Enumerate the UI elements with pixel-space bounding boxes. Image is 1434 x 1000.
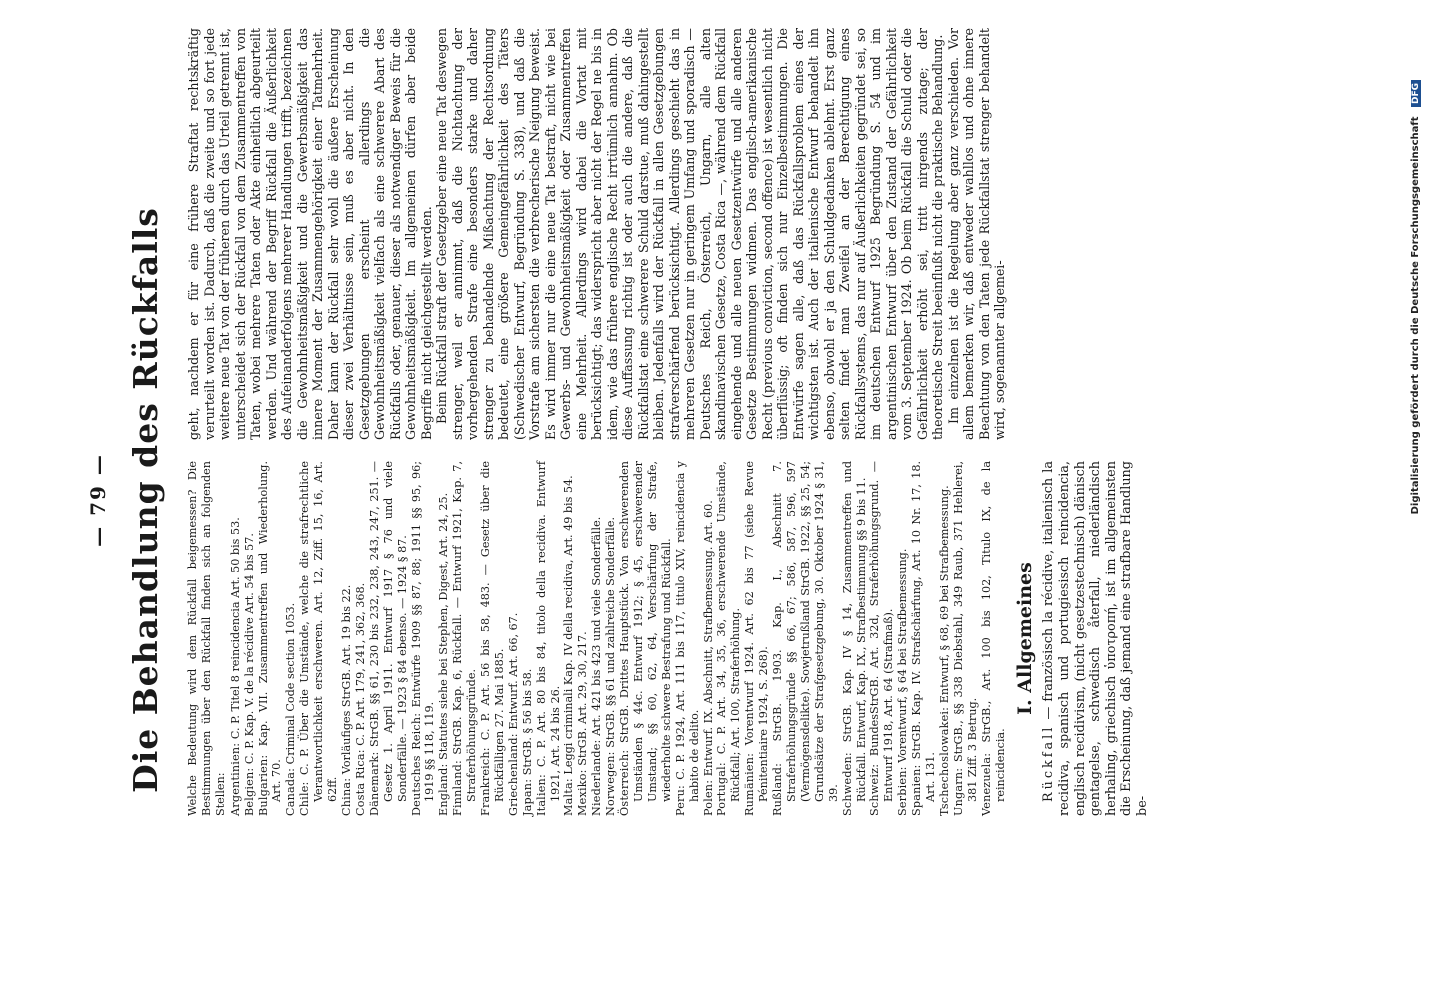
- country-name: Costa Rica:: [353, 749, 367, 816]
- country-entry: [938, 461, 952, 816]
- country-name: China:: [339, 777, 353, 816]
- country-reference: C. P. Über die Umstände, welche die strafrechtliche Verantwortlichkeit erschweren. Art. 12, Ziff. 15, 16, Art. 62ff.: [298, 461, 340, 802]
- section-keyword: Rückfall: [1041, 724, 1057, 802]
- country-name: Dänemark:: [367, 751, 381, 816]
- country-name: Schweiz:: [868, 763, 882, 816]
- country-reference: Entwürfe 1909 §§ 87, 88; 1911 §§ 95, 96; 1919 §§ 118, 119.: [409, 460, 437, 802]
- country-name: Japan:: [520, 778, 534, 816]
- country-name: Niederlande:: [590, 739, 604, 816]
- country-name: Chile:: [298, 781, 312, 816]
- country-name: Portugal:: [715, 762, 729, 816]
- country-reference: C. P. Art. 34, 35, 36, erschwerende Umstände, Rückfall; Art. 100, Straferhöhung.: [715, 461, 743, 802]
- country-entry: [590, 461, 604, 816]
- country-entry: [604, 461, 618, 816]
- country-entry: [479, 461, 507, 816]
- country-name: Spanien:: [910, 764, 924, 816]
- country-entry: [521, 461, 535, 816]
- dfg-logo: DFG: [1411, 80, 1421, 107]
- country-entry: [243, 461, 257, 816]
- country-name: Serbien:: [896, 766, 910, 816]
- country-entry: [715, 461, 743, 816]
- country-name: Venezuela:: [979, 752, 993, 816]
- country-name: Schweden:: [840, 752, 854, 816]
- country-name: Norwegen:: [604, 751, 618, 816]
- country-entry: [437, 461, 451, 816]
- country-reference: StrGB. Kap. IV § 14, Zusammentreffen und Rückfall. Entwurf, Kap. IX., Strafbestimmung §§ 9 bis 11.: [840, 461, 868, 802]
- country-name: Belgien:: [242, 767, 256, 816]
- country-entry: [952, 461, 980, 816]
- country-name: Italien:: [534, 774, 548, 816]
- dfg-sidebar: [1410, 80, 1421, 920]
- country-name: Canada:: [284, 767, 298, 816]
- country-name: Deutsches Reich:: [409, 712, 423, 816]
- country-entry: [674, 461, 702, 816]
- country-entry: [298, 461, 340, 816]
- country-entry: [354, 461, 368, 816]
- country-entry: [229, 461, 243, 816]
- country-entry: [257, 461, 285, 816]
- right-paragraph-1: geht, nachdem er für eine frühere Straftat rechtskräftig verurteilt worden ist. Dadurch, daß die zweite und so fort jede weitere neue Tat von der früheren durch das Urteil getrennt ist, unterscheidet sich der Rückfall von dem Zusammentreffen von Taten, wobei mehrere Taten oder Akte einheitlich abgeurteilt werden. Und während der Begriff Rückfall die Äußerlichkeit des Aufeinanderfolgens mehrerer Handlungen trifft, bezeichnen die Gewohnheitsmäßigkeit und die Gewerbsmäßigkeit das innere Moment der Zusammengehörigkeit einer Tatmehrheit. Daher kann der Rückfall sehr wohl die äußere Erscheinung dieser zwei Verhältnisse sein, muß es aber nicht. In den Gesetzgebungen erscheint allerdings die Gewohnheitsmäßigkeit vielfach als eine schwerere Abart des Rückfalls oder, genauer, dieser als notwendiger Beweis für die Gewohnheitsmäßigkeit. Im allgemeinen dürfen aber beide Begriffe nicht gleichgestellt werden.: [186, 28, 434, 440]
- country-entry: [562, 461, 576, 816]
- country-entry: [618, 461, 674, 816]
- country-entry-list: [229, 461, 1008, 816]
- dfg-note: Digitalisierung gefördert durch die Deutsche Forschungsgemeinschaft: [1410, 116, 1421, 515]
- country-entry: [340, 461, 354, 816]
- country-reference: C. P. Art. 179, 241, 362, 368.: [353, 582, 367, 746]
- country-name: England:: [437, 763, 451, 816]
- country-reference: Criminal Code section 1053.: [284, 602, 298, 765]
- country-reference: StrGB. §§ 61, 230 bis 232, 238, 243, 247, 251. — Gesetz 1. April 1911. Entwurf 1917 § 76 und viele Sonderfälle. — 1923 § 84 ebenso. — 1924 § 87.: [367, 461, 409, 802]
- country-reference: StrGB. § 56 bis 58.: [520, 668, 534, 776]
- country-reference: Vorentwurf 1924. Art. 62 bis 77 (siehe Revue Pénitentiaire 1924, S. 268).: [743, 460, 771, 802]
- country-reference: StrGB. Kap. 6, Rückfall. — Entwurf 1921, Kap. 7, Straferhöhungsgründe.: [451, 461, 479, 802]
- country-reference: C. P. 1924, Art. 111 bis 117, titulo XIV, reincidencia y habito de delito.: [673, 461, 701, 802]
- country-reference: StrGB. Kap. IV. Strafschärfung, Art. 10 Nr. 17, 18. Art. 131.: [910, 460, 938, 802]
- country-name: Mexiko:: [576, 769, 590, 816]
- country-reference: C. P. Art. 80 bis 84, titolo della recidiva. Entwurf 1921, Art. 24 bis 26.: [534, 461, 562, 802]
- section-text: [1041, 461, 1150, 816]
- country-entry: [507, 461, 521, 816]
- section-text-body: — französisch la récidive, italienisch la recidiva, spanisch und portugiesisch reincidencia, englisch recidivism, (nicht gesetzestechnisch) dänisch gentagelse, schwedisch återfall, niederländisch herhaling, griechisch ὑποτροπή, ist im allgemeinsten die Erscheinung, daß jemand eine strafbare Handlung be-: [1041, 461, 1150, 816]
- page-number: — 79 —: [86, 453, 110, 547]
- country-entry: [743, 461, 771, 816]
- right-paragraph-2: Beim Rückfall straft der Gesetzgeber eine neue Tat deswegen strenger, weil er annimmt, daß die Nichtachtung der vorhergehenden Strafe eine besonders starke und daher strenger zu behandelnde Mißachtung der Rechtsordnung bedeutet, eine größere Gemeingefährlichkeit des Täters (Schwedischer Entwurf, Begründung S. 338), und daß die Vorstrafe am sichersten die verbrecherische Neigung beweist. Es wird immer nur die eine neue Tat bestraft, nicht wie bei Gewerbs- und Gewohnheitsmäßigkeit oder Zusammentreffen eine Mehrheit. Allerdings wird dabei die Vortat mit berücksichtigt; das widerspricht aber nicht der Regel ne bis in idem, wie das frühere englische Recht irrtümlich annahm. Ob diese Auffassung richtig ist oder auch die andere, daß die Rückfallstat eine schwerere Schuld darstue, muß dahingestellt bleiben. Jedenfalls wird der Rückfall in allen Gesetzgebungen strafverschärfend berücksichtigt. Allerdings geschieht das in mehreren Gesetzen nur in geringem Umfang und sporadisch — Deutsches Reich, Österreich, Ungarn, alle alten skandinavischen Gesetze, Costa Rica —, während dem Rückfall eingehende und alle neuen Gesetzentwürfe und alle anderen Gesetze Bestimmungen widmen. Das englisch-amerikanische Recht (previous conviction, second offence) ist wesentlich nicht überflüssig; oft finden sich nur Einzelbestimmungen. Die Entwürfe sagen alle, daß das Rückfallsproblem eines der wichtigsten ist. Auch der italienische Entwurf behandelt ihn ebenso, obwohl er ja den Schuldgedanken ablehnt. Erst ganz selten findet man Zweifel an der Berechtigung eines Rückfallsystems, das nur auf Äußerlichkeiten gegründet sei, so im deutschen Entwurf 1925 Begründung S. 54 und im argentinischen Entwurf über den Zustand der Gefährlichkeit vom 3. September 1924. Ob beim Rückfall die Schuld oder die Gefährlichkeit erhöht sei, tritt nirgends zutage; der theoretische Streit beeinflußt nicht die praktische Behandlung.: [434, 28, 945, 440]
- country-name: Tschechoslowakei:: [937, 706, 951, 816]
- page-title: Die Behandlung des Rückfalls: [126, 207, 165, 793]
- country-entry: [910, 461, 938, 816]
- country-entry: [368, 461, 410, 816]
- country-entry: [980, 461, 1008, 816]
- country-entry: [702, 461, 716, 816]
- country-reference: BundesStrGB. Art. 32d, Straferhöhungsgrund. — Entwurf 1918, Art. 64 (Strafmaß).: [868, 461, 896, 802]
- country-name: Rumänien:: [743, 752, 757, 816]
- country-reference: C. P. Titel 8 reincidencia Art. 50 bis 53.: [228, 517, 242, 740]
- country-name: Ungarn:: [951, 767, 965, 816]
- country-name: Malta:: [562, 778, 576, 816]
- country-reference: Vorentwurf, § 64 bei Strafbemessung.: [896, 548, 910, 763]
- country-reference: StrGB. 1903. Kap. I., Abschnitt 7. Straferhöhungsgründe §§ 66, 67; 586, 587, 596, 597 (Vermögensdelikte). Sowjetrußland StrGB. 1922, §§ 25, 54; Grundsätze der Strafgesetzgebung, 30. Oktober 1924 § 31, 39.: [771, 461, 840, 802]
- country-reference: C. P. Art. 56 bis 58, 483. — Gesetz über die Rückfälligen 27. Mai 1885.: [479, 461, 506, 802]
- left-column: [186, 461, 1151, 816]
- country-name: Polen:: [701, 779, 715, 816]
- country-entry: [535, 461, 563, 816]
- country-name: Peru:: [673, 785, 687, 816]
- country-name: Argentinien:: [228, 742, 242, 816]
- country-reference: Entwurf, § 68, 69 bei Strafbemessung.: [937, 485, 951, 704]
- country-reference: Entwurf. Art. 66, 67.: [506, 612, 520, 730]
- country-entry: [771, 461, 841, 816]
- country-name: Frankreich:: [479, 747, 493, 816]
- country-entry: [451, 461, 479, 816]
- country-entry: [896, 461, 910, 816]
- country-reference: Art. 421 bis 423 und viele Sonderfälle.: [590, 516, 604, 736]
- country-reference: StrGB. Drittes Hauptstück. Von erschwerenden Umständen § 44c. Entwurf 1912; § 45, erschwerender Umstand; §§ 60, 62, 64, Verschärfung der Strafe, wiederholte schwere Bestrafung und Rückfall.: [618, 461, 673, 802]
- country-name: Griechenland:: [506, 733, 520, 816]
- country-reference: StrGB., Art. 100 bis 102, Titulo IX, de la reincidencia.: [979, 461, 1007, 802]
- country-entry: [284, 461, 298, 816]
- country-reference: StrGB., §§ 338 Diebstahl, 349 Raub, 371 Hehlerei, 381 Ziff. 3 Betrug.: [951, 460, 979, 802]
- right-column: [186, 28, 1008, 440]
- country-reference: Statutes siehe bei Stephen, Digest, Art. 24, 25.: [437, 492, 451, 760]
- country-reference: Entwurf. IX. Abschnitt, Strafbemessung. Art. 60.: [701, 500, 715, 777]
- country-name: Rußland:: [771, 762, 785, 816]
- country-reference: C. P. Kap. V. de la récidive Art. 54 bis 57.: [242, 533, 256, 765]
- country-entry: [410, 461, 438, 816]
- country-reference: StrGB. Art. 29, 30, 217.: [576, 631, 590, 766]
- right-paragraph-3: Im einzelnen ist die Regelung aber ganz verschieden. Vor allem bemerken wir, daß entweder wahllos und ohne innere Beachtung von den Taten jede Rückfallstat strenger behandelt wird, sogenannter allgemei-: [945, 28, 1007, 440]
- country-reference: Vorläufiges StrGB. Art. 19 bis 22.: [339, 584, 353, 775]
- country-reference: Leggi criminali Kap. IV della recidiva, Art. 49 bis 54.: [562, 475, 576, 775]
- left-intro: Welche Bedeutung wird dem Rückfall beigemessen? Die Bestimmungen über den Rückfall finden sich an folgenden Stellen:: [186, 461, 227, 816]
- country-entry: [841, 461, 869, 816]
- country-reference: Kap. VII. Zusammentreffen und Wiederholung. Art. 70.: [256, 460, 284, 802]
- country-entry: [868, 461, 896, 816]
- country-name: Österreich:: [618, 749, 632, 816]
- country-name: Finnland:: [451, 760, 465, 816]
- country-entry: [576, 461, 590, 816]
- country-name: Bulgarien:: [256, 754, 270, 816]
- section-heading: I. Allgemeines: [1014, 562, 1037, 715]
- country-reference: StrGB. §§ 61 und zahlreiche Sonderfälle.: [604, 516, 618, 748]
